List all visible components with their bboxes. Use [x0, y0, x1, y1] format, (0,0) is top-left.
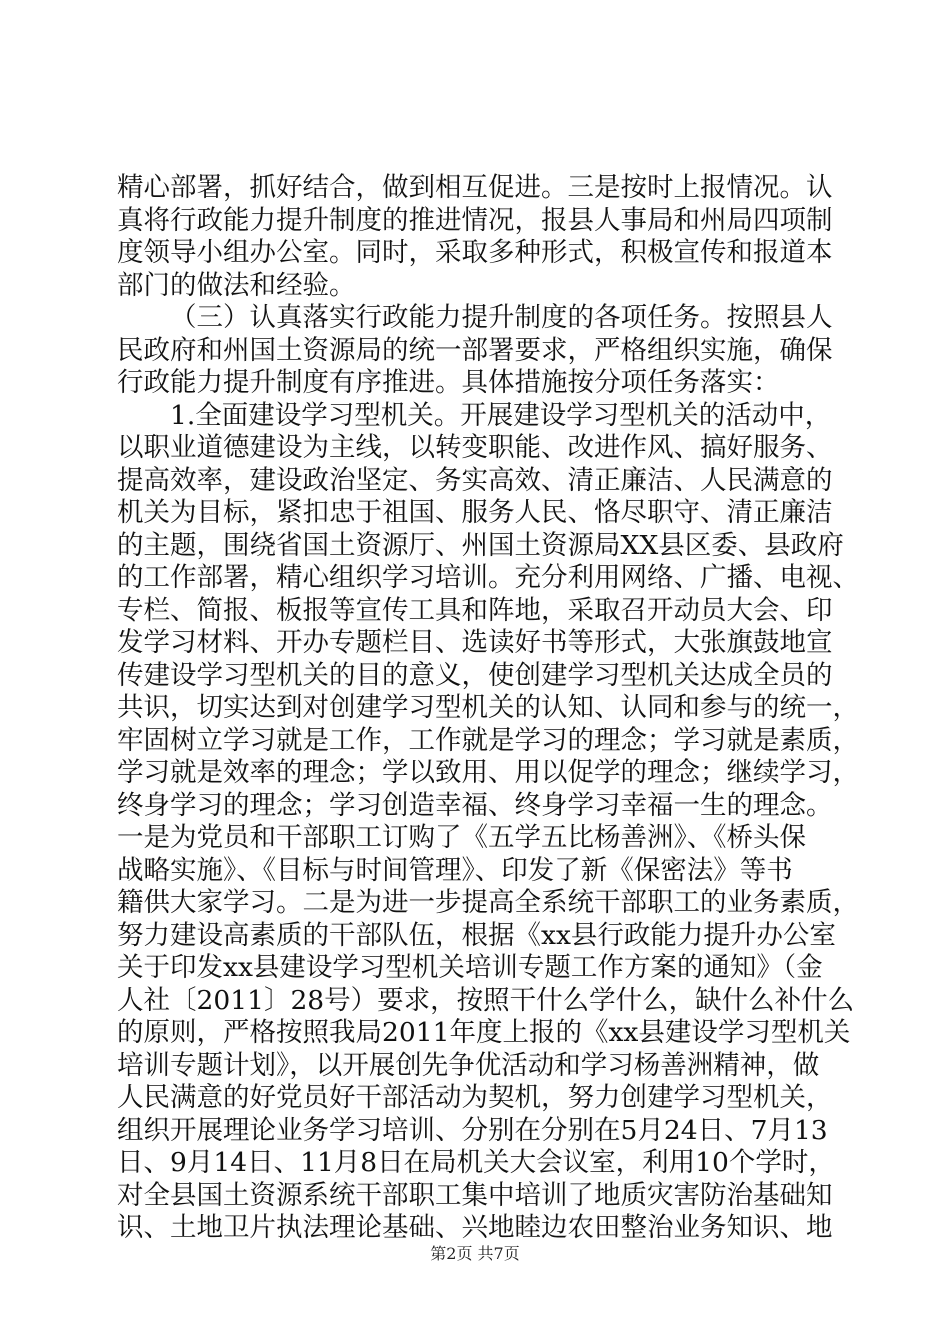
- body-text-line: 发学习材料、开办专题栏目、选读好书等形式，大张旗鼓地宣: [117, 627, 833, 658]
- body-text-line: 度领导小组办公室。同时，采取多种形式，积极宣传和报道本: [117, 237, 833, 268]
- body-text-line: 的原则，严格按照我局2011年度上报的《xx县建设学习型机关: [117, 1017, 851, 1048]
- body-text-line: 组织开展理论业务学习培训、分别在分别在5月24日、7月13: [117, 1114, 828, 1146]
- body-text-line: 培训专题计划》，以开展创先争优活动和学习杨善洲精神，做: [117, 1049, 820, 1081]
- body-text-line: 人社〔2011〕28号）要求，按照干什么学什么，缺什么补什么: [117, 984, 855, 1016]
- body-text-line: 日、9月14日、11月8日在局机关大会议室，利用10个学时，: [117, 1147, 835, 1178]
- body-text-line: 学习就是效率的理念；学以致用、用以促学的理念；继续学习，: [117, 757, 859, 788]
- body-text-line: 籍供大家学习。二是为进一步提高全系统干部职工的业务素质，: [117, 887, 859, 918]
- body-text-line: 一是为党员和干部职工订购了《五学五比杨善洲》、《桥头保: [117, 822, 806, 853]
- body-text-line: 的主题，围绕省国土资源厅、州国土资源局XX县区委、县政府: [117, 529, 844, 561]
- body-text-line: 以职业道德建设为主线，以转变职能、改进作风、搞好服务、: [117, 432, 833, 463]
- body-text-line: 真将行政能力提升制度的推进情况，报县人事局和州局四项制: [117, 204, 833, 236]
- body-text-line: 关于印发xx县建设学习型机关培训专题工作方案的通知》（金: [117, 952, 823, 983]
- body-text-line: 机关为目标，紧扣忠于祖国、服务人民、恪尽职守、清正廉洁: [117, 497, 833, 528]
- page-footer: 第2页 共7页: [430, 1244, 520, 1263]
- body-text-line: 牢固树立学习就是工作，工作就是学习的理念；学习就是素质，: [117, 724, 859, 756]
- body-text-line: 行政能力提升制度有序推进。具体措施按分项任务落实：: [117, 367, 780, 398]
- body-text-line: 传建设学习型机关的目的意义，使创建学习型机关达成全员的: [117, 659, 833, 691]
- body-text-line: 对全县国土资源系统干部职工集中培训了地质灾害防治基础知: [117, 1179, 833, 1211]
- body-text-line: （三）认真落实行政能力提升制度的各项任务。按照县人: [170, 302, 833, 333]
- body-text-line: 共识，切实达到对创建学习型机关的认知、认同和参与的统一，: [117, 692, 859, 723]
- body-text-line: 战略实施》、《目标与时间管理》、印发了新《保密法》等书: [117, 854, 793, 886]
- body-text-line: 的工作部署，精心组织学习培训。充分利用网络、广播、电视、: [117, 562, 859, 593]
- body-text-line: 民政府和州国土资源局的统一部署要求，严格组织实施，确保: [117, 334, 833, 366]
- body-text-line: 专栏、简报、板报等宣传工具和阵地，采取召开动员大会、印: [117, 594, 833, 626]
- body-text-line: 精心部署，抓好结合，做到相互促进。三是按时上报情况。认: [117, 172, 833, 203]
- body-text-line: 部门的做法和经验。: [117, 269, 356, 301]
- body-text-line: 终身学习的理念；学习创造幸福、终身学习幸福一生的理念。: [117, 789, 833, 821]
- body-text-line: 1.全面建设学习型机关。开展建设学习型机关的活动中，: [170, 399, 832, 431]
- body-text-line: 努力建设高素质的干部队伍，根据《xx县行政能力提升办公室: [117, 919, 836, 951]
- body-text-line: 识、土地卫片执法理论基础、兴地睦边农田整治业务知识、地: [117, 1212, 833, 1243]
- body-text-line: 提高效率，建设政治坚定、务实高效、清正廉洁、人民满意的: [117, 464, 833, 496]
- body-text-line: 人民满意的好党员好干部活动为契机，努力创建学习型机关，: [117, 1082, 833, 1113]
